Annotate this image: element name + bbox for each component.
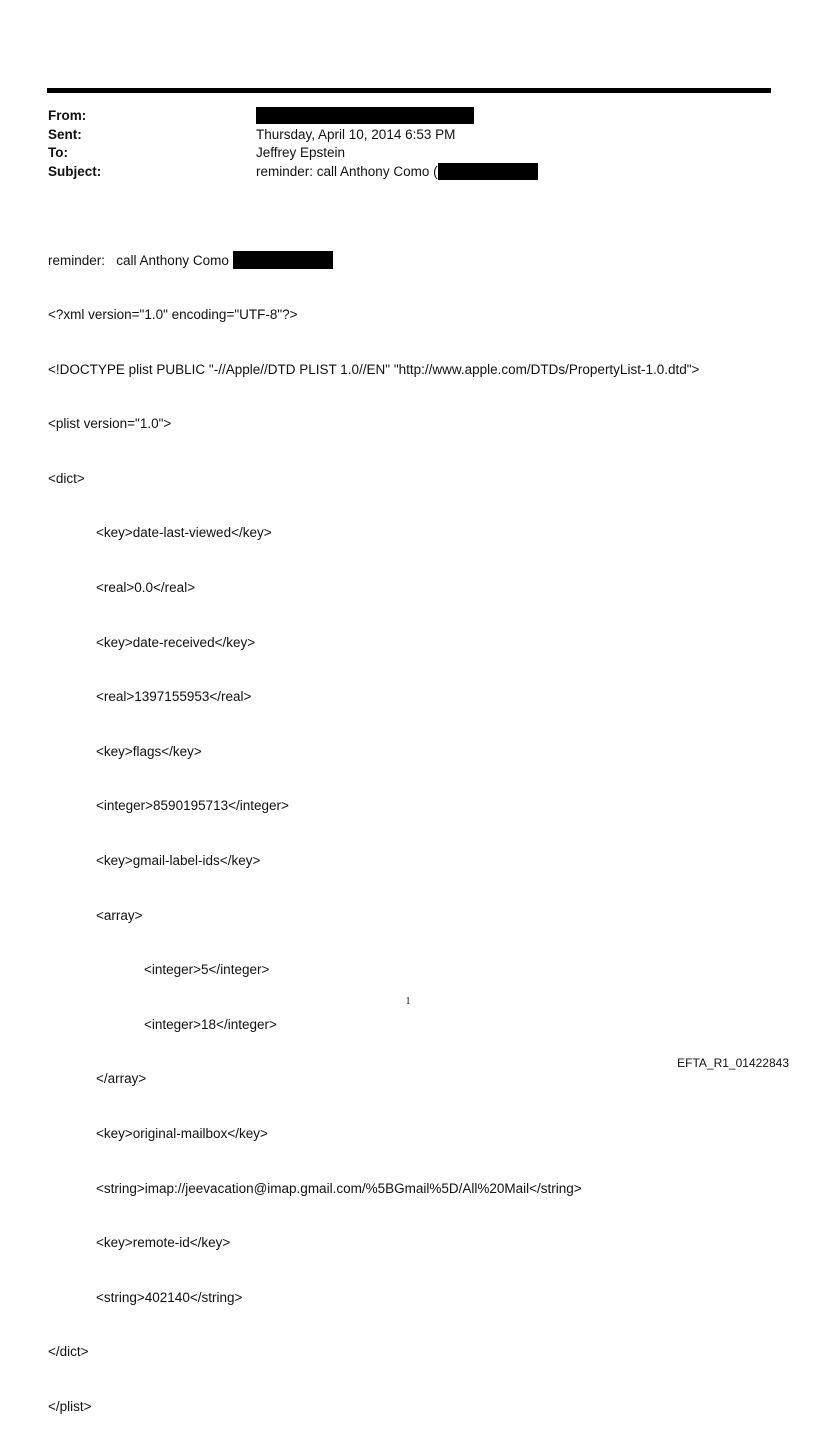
body-line: <key>date-received</key> bbox=[96, 634, 256, 650]
body-line: <dict> bbox=[48, 470, 85, 486]
body-line: </plist> bbox=[48, 1398, 92, 1414]
body-line: <key>original-mailbox</key> bbox=[96, 1125, 268, 1141]
redaction-box bbox=[233, 251, 333, 269]
body-line: <string>402140</string> bbox=[96, 1289, 243, 1305]
body-line: <string>imap://jeevacation@imap.gmail.com/%5BGmail%5D/All%20Mail</string> bbox=[96, 1180, 582, 1196]
body-line: <integer>18</integer> bbox=[144, 1016, 277, 1032]
body-line: <key>gmail-label-ids</key> bbox=[96, 852, 261, 868]
body-line: <integer>5</integer> bbox=[144, 962, 270, 978]
subject-label: Subject: bbox=[48, 163, 102, 179]
body-line: <integer>8590195713</integer> bbox=[96, 798, 289, 814]
body-line: </array> bbox=[96, 1071, 147, 1087]
email-body bbox=[48, 215, 788, 1434]
to-row bbox=[48, 144, 768, 163]
body-line: <key>date-last-viewed</key> bbox=[96, 525, 272, 541]
email-header bbox=[48, 107, 768, 181]
to-value: Jeffrey Epstein bbox=[256, 145, 346, 160]
sent-row bbox=[48, 126, 768, 145]
bates-number: EFTA_R1_01422843 bbox=[677, 1056, 789, 1070]
to-label: To: bbox=[48, 145, 68, 160]
body-line: <plist version="1.0"> bbox=[48, 416, 172, 432]
subject-value: reminder: call Anthony Como ( bbox=[256, 163, 438, 179]
body-line: </dict> bbox=[48, 1344, 89, 1360]
body-line: <real>0.0</real> bbox=[96, 579, 196, 595]
subject-value-wrap bbox=[256, 163, 538, 182]
sent-label: Sent: bbox=[48, 126, 82, 142]
header-rule bbox=[47, 88, 771, 93]
body-first-line bbox=[48, 251, 788, 269]
from-value bbox=[256, 107, 474, 126]
from-label: From: bbox=[48, 108, 87, 123]
sent-value: Thursday, April 10, 2014 6:53 PM bbox=[256, 126, 456, 142]
page-number: 1 bbox=[405, 996, 411, 1007]
body-line: <?xml version="1.0" encoding="UTF-8"?> bbox=[48, 307, 298, 322]
from-row bbox=[48, 107, 768, 126]
body-line: <key>flags</key> bbox=[96, 743, 202, 759]
body-line: <key>remote-id</key> bbox=[96, 1235, 231, 1251]
body-reminder-text: reminder: call Anthony Como bbox=[48, 253, 233, 269]
subject-row bbox=[48, 163, 768, 182]
body-line: <!DOCTYPE plist PUBLIC "-//Apple//DTD PLIST 1.0//EN" "http://www.apple.com/DTDs/PropertyList-1.0.dtd"> bbox=[48, 361, 700, 377]
body-line: <array> bbox=[96, 907, 143, 923]
body-line: <real>1397155953</real> bbox=[96, 689, 252, 705]
redaction-box bbox=[438, 163, 538, 180]
redaction-box bbox=[256, 107, 474, 124]
